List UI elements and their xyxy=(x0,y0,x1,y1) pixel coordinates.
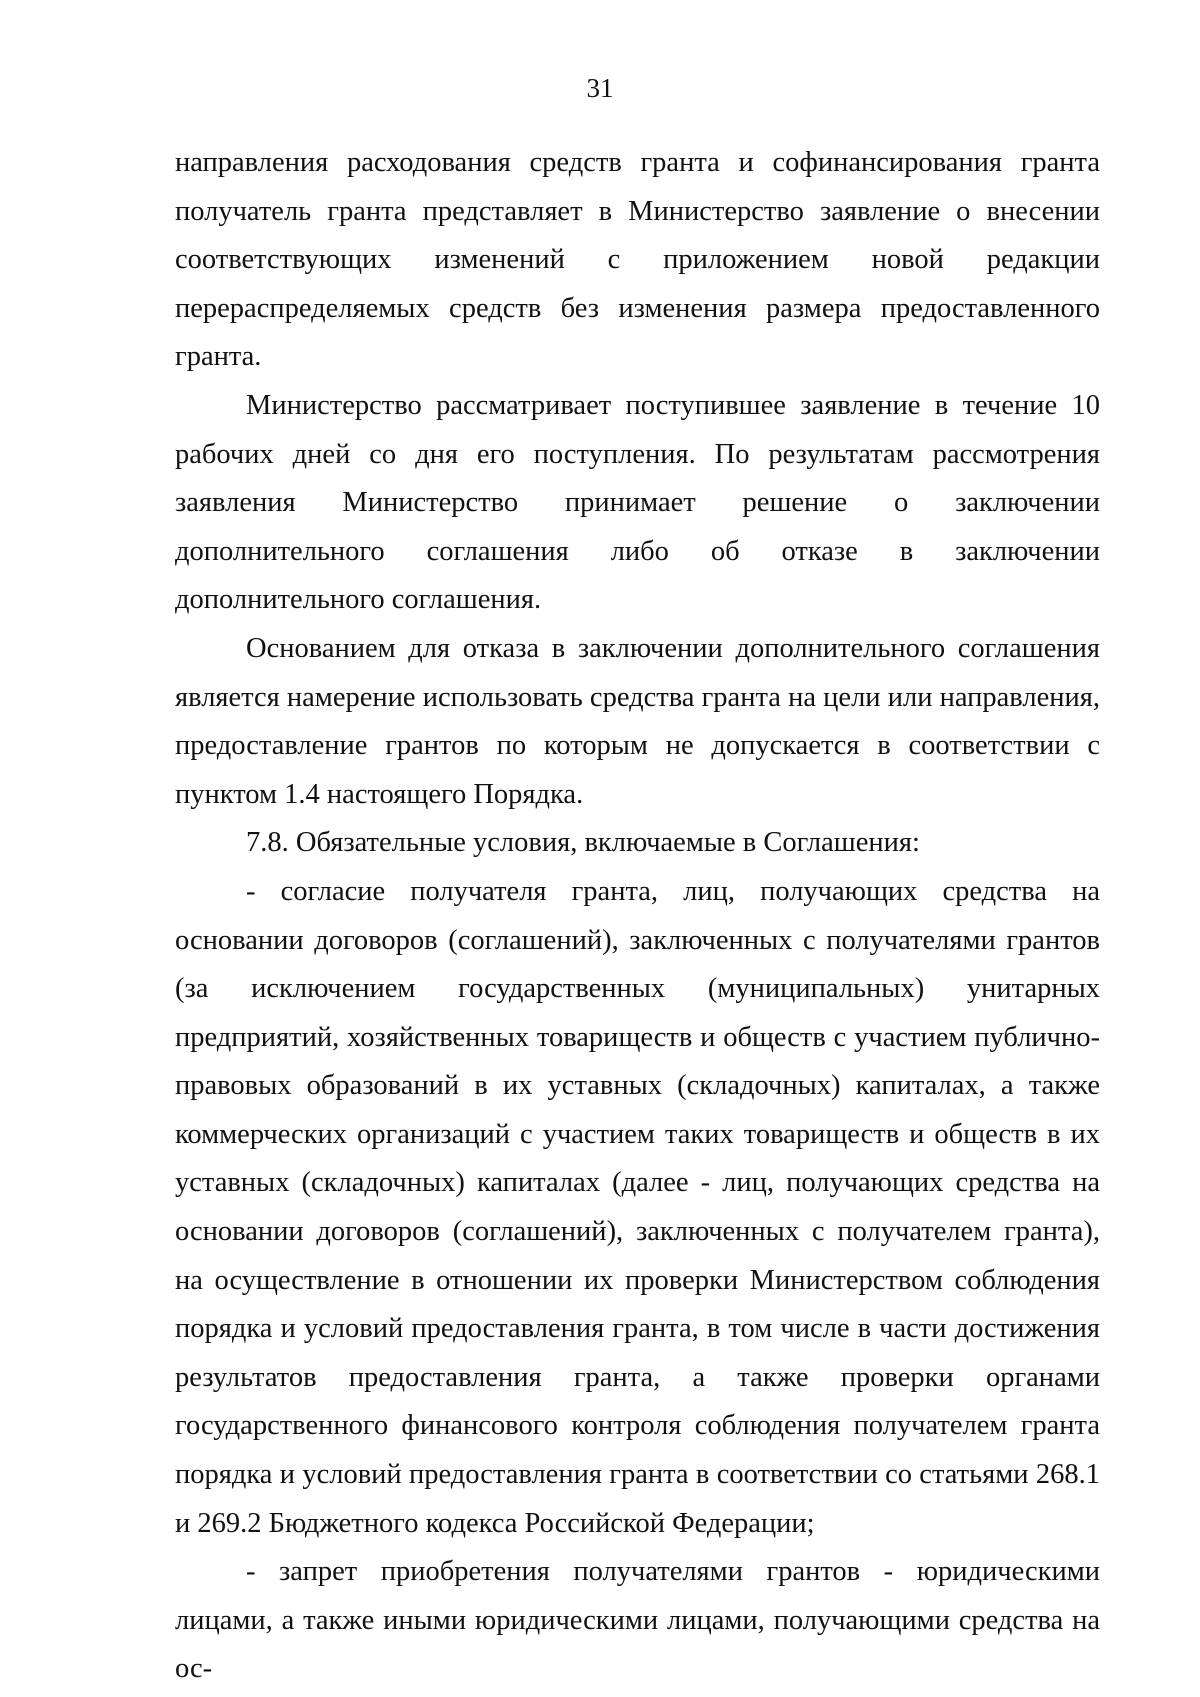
page-number: 31 xyxy=(586,73,614,103)
paragraph-grant-redistribution: направления расходования средств гранта и софинансирования гранта получатель гранта представляет в Министерство заявление о внесении соответствующих изменений с приложением новой редакции перераспределяемых средств без изменения размера предоставленного гранта. xyxy=(175,147,1100,373)
paragraph-section-7-8-heading: 7.8. Обязательные условия, включаемые в Соглашения: xyxy=(246,827,920,859)
document-body xyxy=(175,139,1100,1694)
paragraph-ministry-review: Министерство рассматривает поступившее заявление в течение 10 рабочих дней со дня его поступления. По результатам рассмотрения заявления Министерство принимает решение о заключении дополнительного соглашения либо об отказе в заключении дополнительного соглашения. xyxy=(175,389,1100,616)
paragraph-consent-condition: - согласие получателя гранта, лиц, получающих средства на основании договоров (соглашений), заключенных с получателями грантов (за исключением государственных (муниципальных) унитарных предприятий, хозяйственных товариществ и обществ с участием публично-правовых образований в их уставных (складочных) капиталах, а также коммерческих организаций с участием таких товариществ и обществ в их уставных (складочных) капиталах (далее - лиц, получающих средства на основании договоров (соглашений), заключенных с получателем гранта), на осуществление в отношении их проверки Министерством соблюдения порядка и условий предоставления гранта, в том числе в части достижения результатов предоставления гранта, а также проверки органами государственного финансового контроля соблюдения получателем гранта порядка и условий предоставления гранта в соответствии со статьями 268.1 и 269.2 Бюджетного кодекса Российской Федерации; xyxy=(175,875,1100,1539)
paragraph-refusal-grounds: Основанием для отказа в заключении дополнительного соглашения является намерение использовать средства гранта на цели или направления, предоставление грантов по которым не допускается в соответствии с пунктом 1.4 настоящего Порядка. xyxy=(175,632,1100,810)
paragraph-acquisition-prohibition: - запрет приобретения получателями грантов - юридическими лицами, а также иными юридическими лицами, получающими средства на ос- xyxy=(175,1556,1100,1685)
